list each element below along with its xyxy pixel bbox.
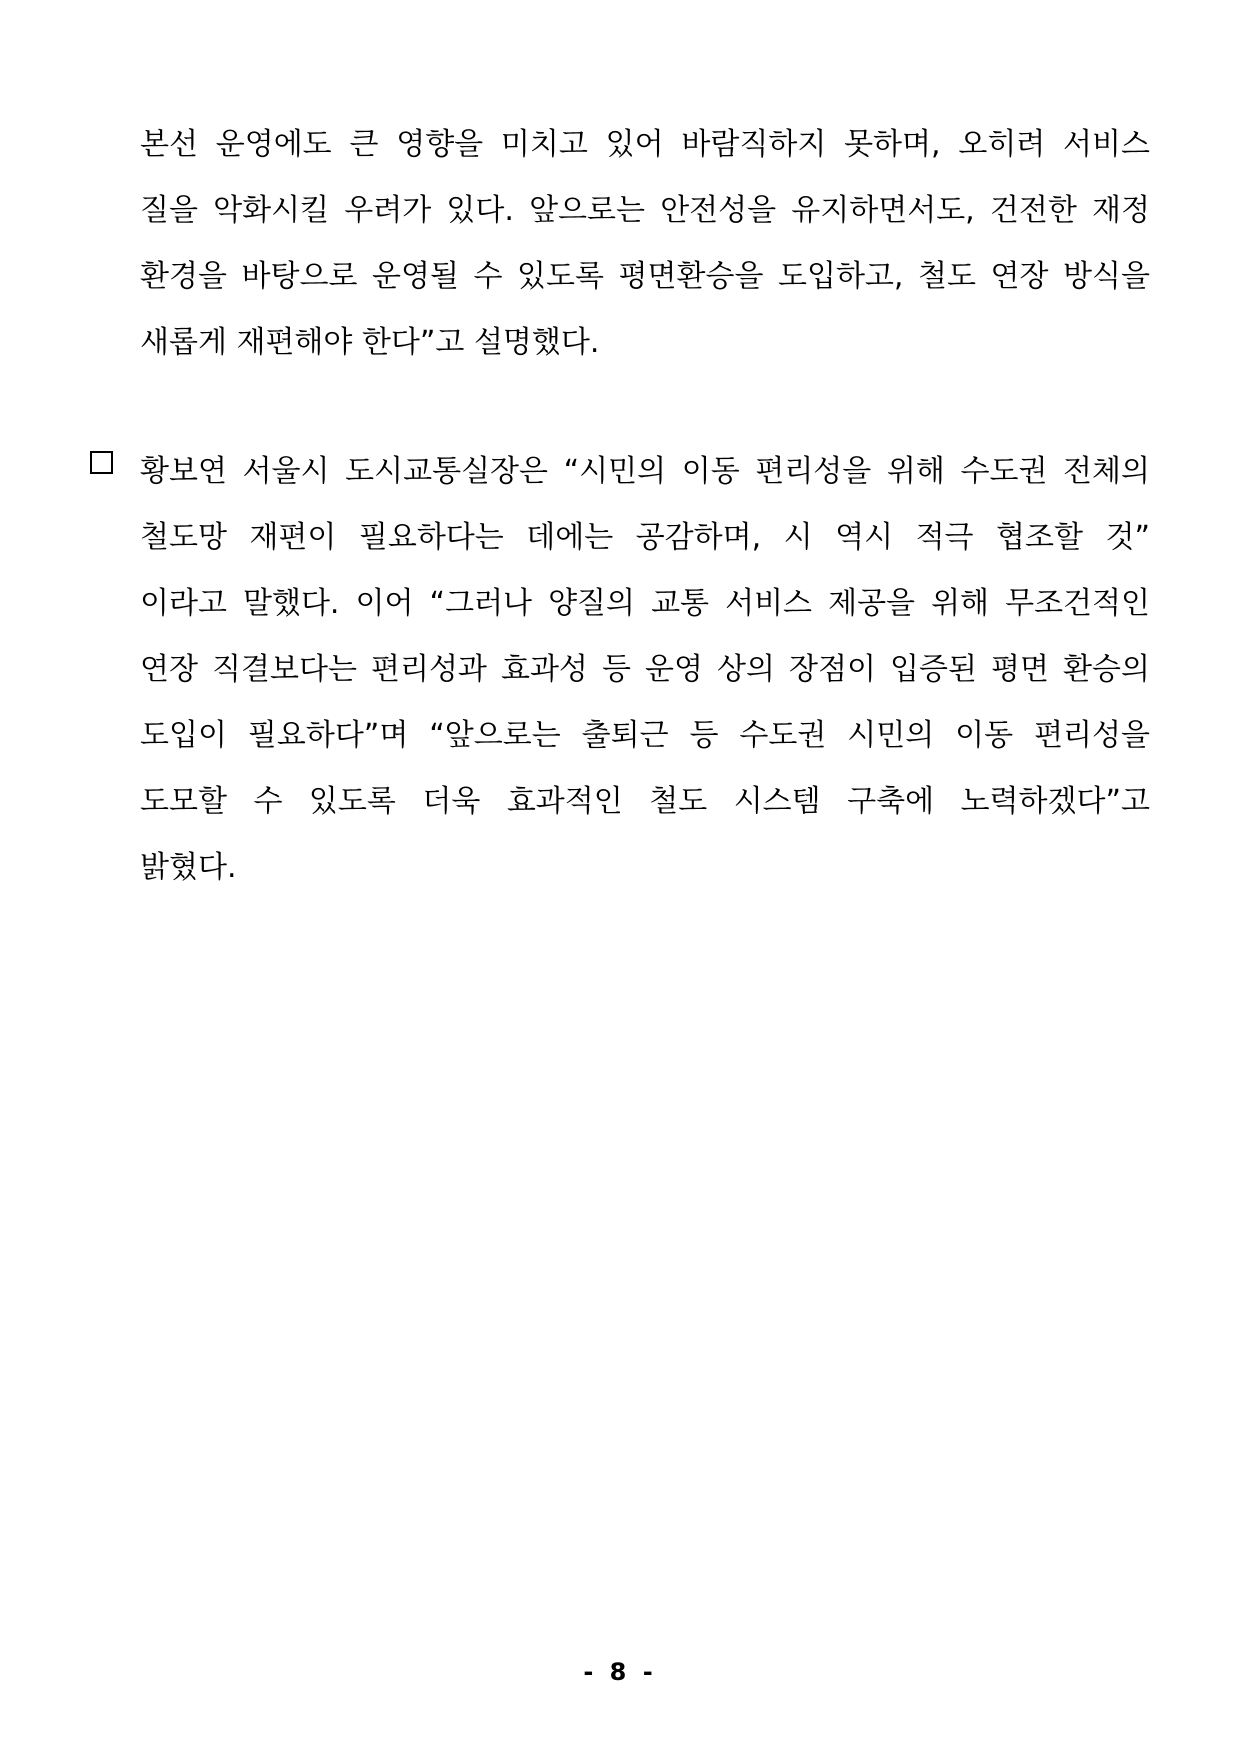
text-line: 도모할 수 있도록 더욱 효과적인 철도 시스템 구축에 노력하겠다”고 <box>140 784 1150 819</box>
text-line: 이라고 말했다. 이어 “그러나 양질의 교통 서비스 제공을 위해 무조건적인 <box>140 586 1150 621</box>
page-number: - 8 - <box>583 1658 657 1686</box>
text-line: 본선 운영에도 큰 영향을 미치고 있어 바람직하지 못하며, 오히려 서비스 <box>140 127 1150 162</box>
text-line: 새롭게 재편해야 한다”고 설명했다. <box>140 325 600 360</box>
text-line: 밝혔다. <box>140 850 237 885</box>
square-bullet-icon <box>90 451 113 474</box>
text-line: 환경을 바탕으로 운영될 수 있도록 평면환승을 도입하고, 철도 연장 방식을 <box>140 259 1150 294</box>
paragraph-bulleted <box>140 439 1150 901</box>
paragraph-continued <box>140 112 1150 376</box>
text-line: 도입이 필요하다”며 “앞으로는 출퇴근 등 수도권 시민의 이동 편리성을 <box>140 718 1150 753</box>
text-line: 황보연 서울시 도시교통실장은 “시민의 이동 편리성을 위해 수도권 전체의 <box>140 454 1150 489</box>
text-line: 연장 직결보다는 편리성과 효과성 등 운영 상의 장점이 입증된 평면 환승의 <box>140 652 1150 687</box>
text-line: 질을 악화시킬 우려가 있다. 앞으로는 안전성을 유지하면서도, 건전한 재정 <box>140 193 1150 228</box>
text-line: 철도망 재편이 필요하다는 데에는 공감하며, 시 역시 적극 협조할 것” <box>140 520 1150 555</box>
